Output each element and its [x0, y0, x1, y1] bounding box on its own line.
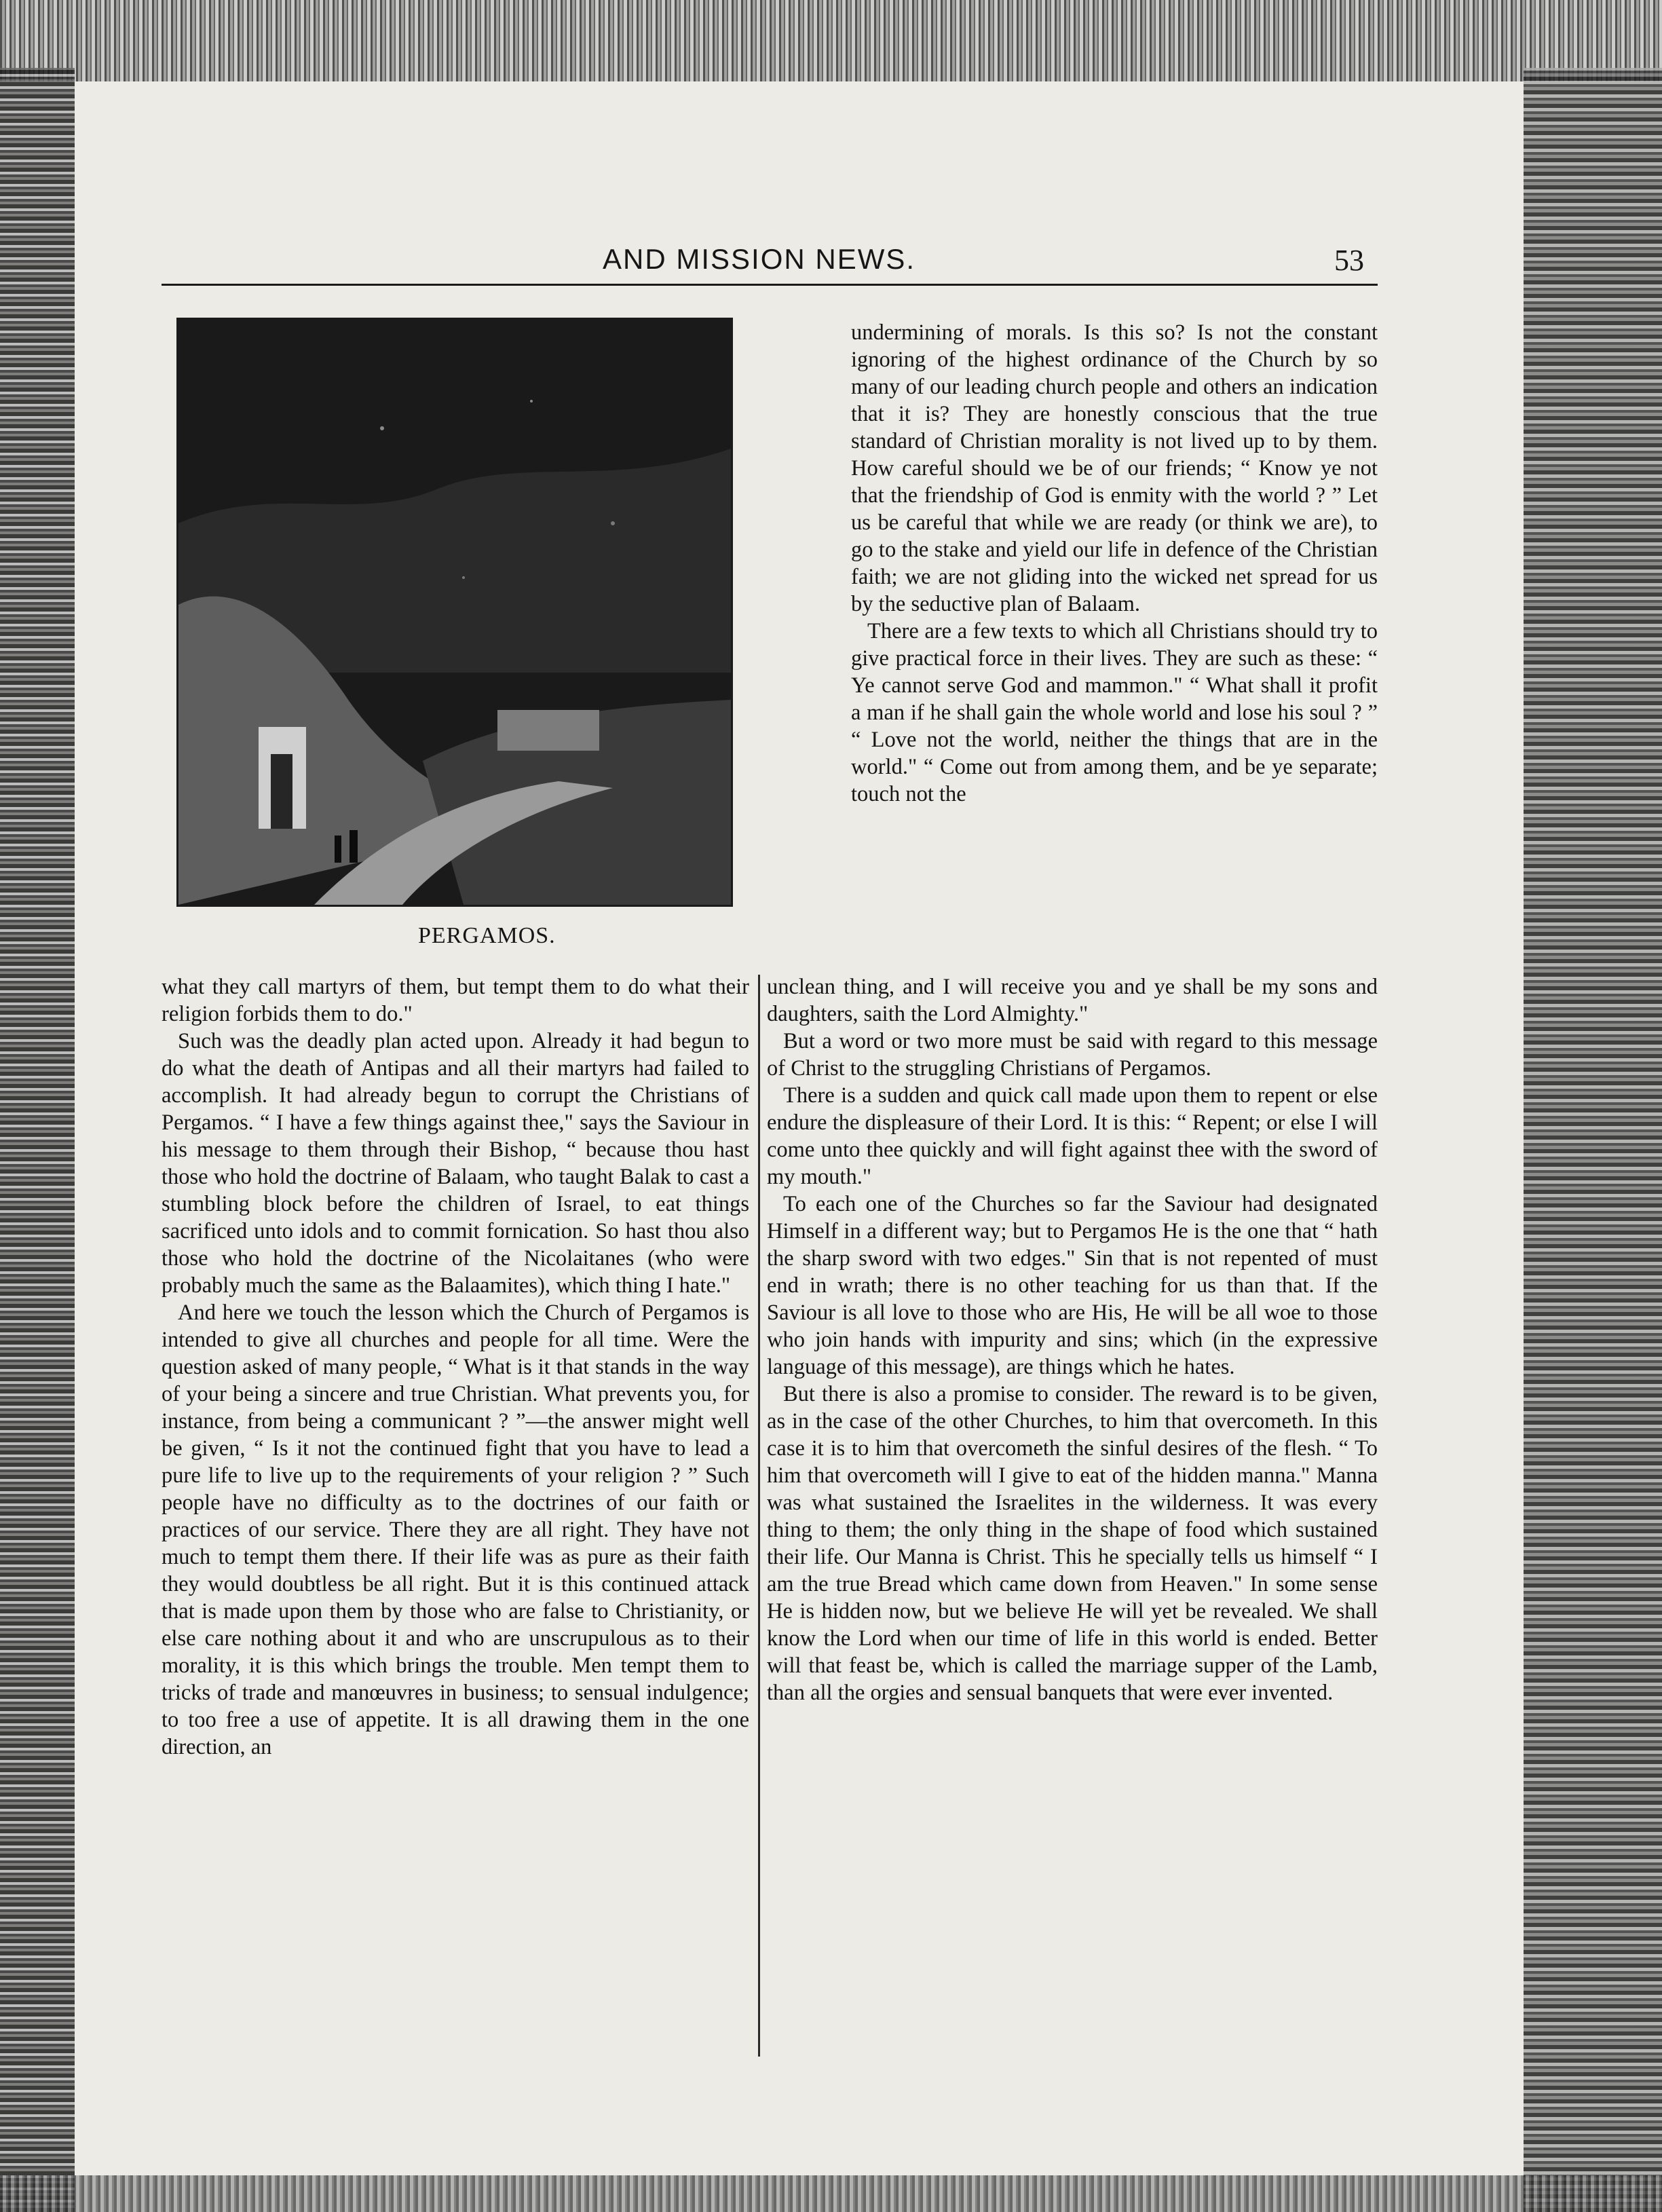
paragraph: There is a sudden and quick call made upon them to repent or else endure the displeasure of their Lord. It is this: “ Repent; or else I will come unto thee quickly and will fight against thee with the sword of my mouth." [767, 1083, 1378, 1189]
engraving-speck [530, 400, 533, 402]
engraving-speck [380, 426, 384, 430]
engraving-distant-buildings [497, 710, 599, 751]
paragraph: But there is also a promise to consider. The reward is to be given, as in the case of the other Churches, to him that overcometh. In this case it is to him that overcometh the sinful desires of the flesh. “ To him that overcometh will I give to eat of the hidden manna." Manna was what sustained the Israelites in the wilderness. It was every thing to them; the only thing in the shape of food which sustained their life. Our Manna is Christ. This he specially tells us himself “ I am the true Bread which came down from Heaven." In some sense He is hidden now, but we believe He will yet be revealed. We shall know the Lord when our time of life in this world is ended. Better will that feast be, which is called the marriage supper of the Lamb, than all the orgies and sensual banquets that were ever invented. [767, 1382, 1378, 1705]
right-column-top [851, 319, 1378, 808]
engraving-speck [462, 576, 465, 579]
paragraph: There are a few texts to which all Christians should try to give practical force in their lives. They are such as these: “ Ye cannot serve God and mammon." “ What shall it profit a man if he shall gain the whole world and lose his soul ? ” “ Love not the world, neither the things that are in the world." “ Come out from among them, and be ye separate; touch not the [851, 619, 1378, 806]
scan-edge-right [1524, 68, 1662, 2212]
paragraph: But a word or two more must be said with regard to this message of Christ to the struggling Christians of Pergamos. [767, 1029, 1378, 1081]
running-header: AND MISSION NEWS. [603, 243, 916, 275]
page-number: 53 [1334, 244, 1364, 277]
paragraph: what they call martyrs of them, but tempt them to do what their religion forbids them to do." [162, 975, 749, 1026]
paragraph: And here we touch the lesson which the Church of Pergamos is intended to give all churches and people for all time. Were the question asked of many people, “ What is it that stands in the way of your being a sincere and true Christian. What prevents you, for instance, from being a communicant ? ”—the answer might well be given, “ Is it not the continued fight that you have to lead a pure life to live up to the requirements of your religion ? ” Such people have no difficulty as to the doctrines of our faith or practices of our service. There they are all right. They have not much to tempt them there. If their life was as pure as their faith they would doubtless be all right. But it is this continued attack that is made upon them by those who are false to Christianity, or else care nothing about it and who are unscrupulous as to their morality, it is this which brings the trouble. Men tempt them to tricks of trade and manœuvres in business; to sensual indulgence; to too free a use of appetite. It is all drawing them in the one direction, an [162, 1300, 749, 1759]
paragraph: undermining of morals. Is this so? Is not the constant ignoring of the highest ordinance of the Church by so many of our leading church people and others an indication that it is? They are honestly conscious that the true standard of Christian morality is not lived up to by them. How careful should we be of our friends; “ Know ye not that the friendship of God is enmity with the world ? ” Let us be careful that while we are ready (or think we are), to go to the stake and yield our life in defence of the Christian faith; we are not gliding into the wicked net spread for us by the seductive plan of Balaam. [851, 320, 1378, 616]
left-column [162, 973, 749, 1761]
engraving-illustration [178, 320, 731, 905]
figure-caption: PERGAMOS. [418, 923, 556, 948]
engraving-figure-one [335, 836, 341, 863]
header-rule [162, 284, 1378, 286]
engraving-arch-opening [271, 754, 292, 829]
pergamos-engraving [176, 318, 733, 907]
scan-edge-bottom [0, 2175, 1662, 2212]
column-rule [758, 975, 760, 2057]
paragraph: unclean thing, and I will receive you and ye shall be my sons and daughters, saith the Lord Almighty." [767, 975, 1378, 1026]
right-column-bottom [767, 973, 1378, 1706]
paragraph: Such was the deadly plan acted upon. Already it had begun to do what the death of Antipas and all their martyrs had failed to accomplish. It had already begun to corrupt the Christians of Pergamos. “ I have a few things against thee," says the Saviour in his message to them through their Bishop, “ because thou hast those who hold the doctrine of Balaam, who taught Balak to cast a stumbling block before the children of Israel, to eat things sacrificed unto idols and to commit fornication. So hast thou also those who hold the doctrine of the Nicolaitanes (who were probably much the same as the Balaamites), which thing I hate." [162, 1029, 749, 1298]
scan-edge-left [0, 68, 75, 2212]
engraving-figure-two [350, 830, 358, 863]
scan-edge-top [0, 0, 1662, 81]
engraving-speck [611, 521, 615, 525]
paragraph: To each one of the Churches so far the Saviour had designated Himself in a different way; but to Pergamos He is the one that “ hath the sharp sword with two edges." Sin that is not repented of must end in wrath; there is no other teaching for us than that. If the Saviour is all love to those who are His, He will be all woe to those who join hands with impurity and sins; which (in the expressive language of this message), are things which he hates. [767, 1192, 1378, 1379]
